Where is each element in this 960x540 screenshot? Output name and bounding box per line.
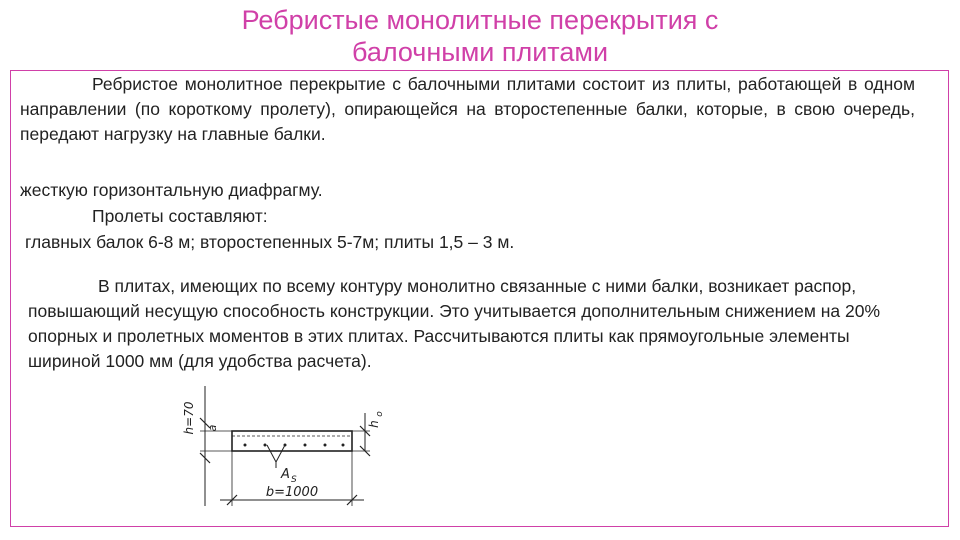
height-label: h=70 [182,401,196,435]
slide-title [120,4,840,68]
paragraph-diaphragm: жесткую горизонтальную диафрагму. [20,180,323,200]
right-dim-subscript: o [375,411,385,417]
rebar-label: A [281,467,290,482]
width-label: b=1000 [265,485,319,500]
paragraph-spans-values: главных балок 6-8 м; второстепенных 5-7м; плиты 1,5 – 3 м. [25,232,515,252]
top-dim-label: a [206,424,219,432]
paragraph-thrust: В плитах, имеющих по всему контуру монолитно связанные с ними балки, возникает распор, повышающий несущую способность конструкции. Это учитывается дополнительным снижением на 20% опорных и пролетных моментов в этих плитах. Рассчитываются плиты как прямоугольные элементы шириной 1000 мм (для удобства расчета). [28,276,881,371]
slab-section [232,431,352,451]
title-line-1: Ребристые монолитные перекрытия с [241,5,719,35]
slab-section-diagram [160,378,410,528]
right-dim-label: h [367,420,381,428]
paragraph-slab-composition: Ребристое монолитное перекрытие с балочными плитами состоит из плиты, работающей в одном направлении (по короткому пролету), опирающейся на второстепенные балки, которые, в свою очередь, передают нагрузку на главные балки. [20,74,915,144]
title-line-2: балочными плитами [351,37,609,67]
paragraph-spans-heading: Пролеты составляют: [92,206,268,226]
rebar-subscript: S [291,475,297,485]
